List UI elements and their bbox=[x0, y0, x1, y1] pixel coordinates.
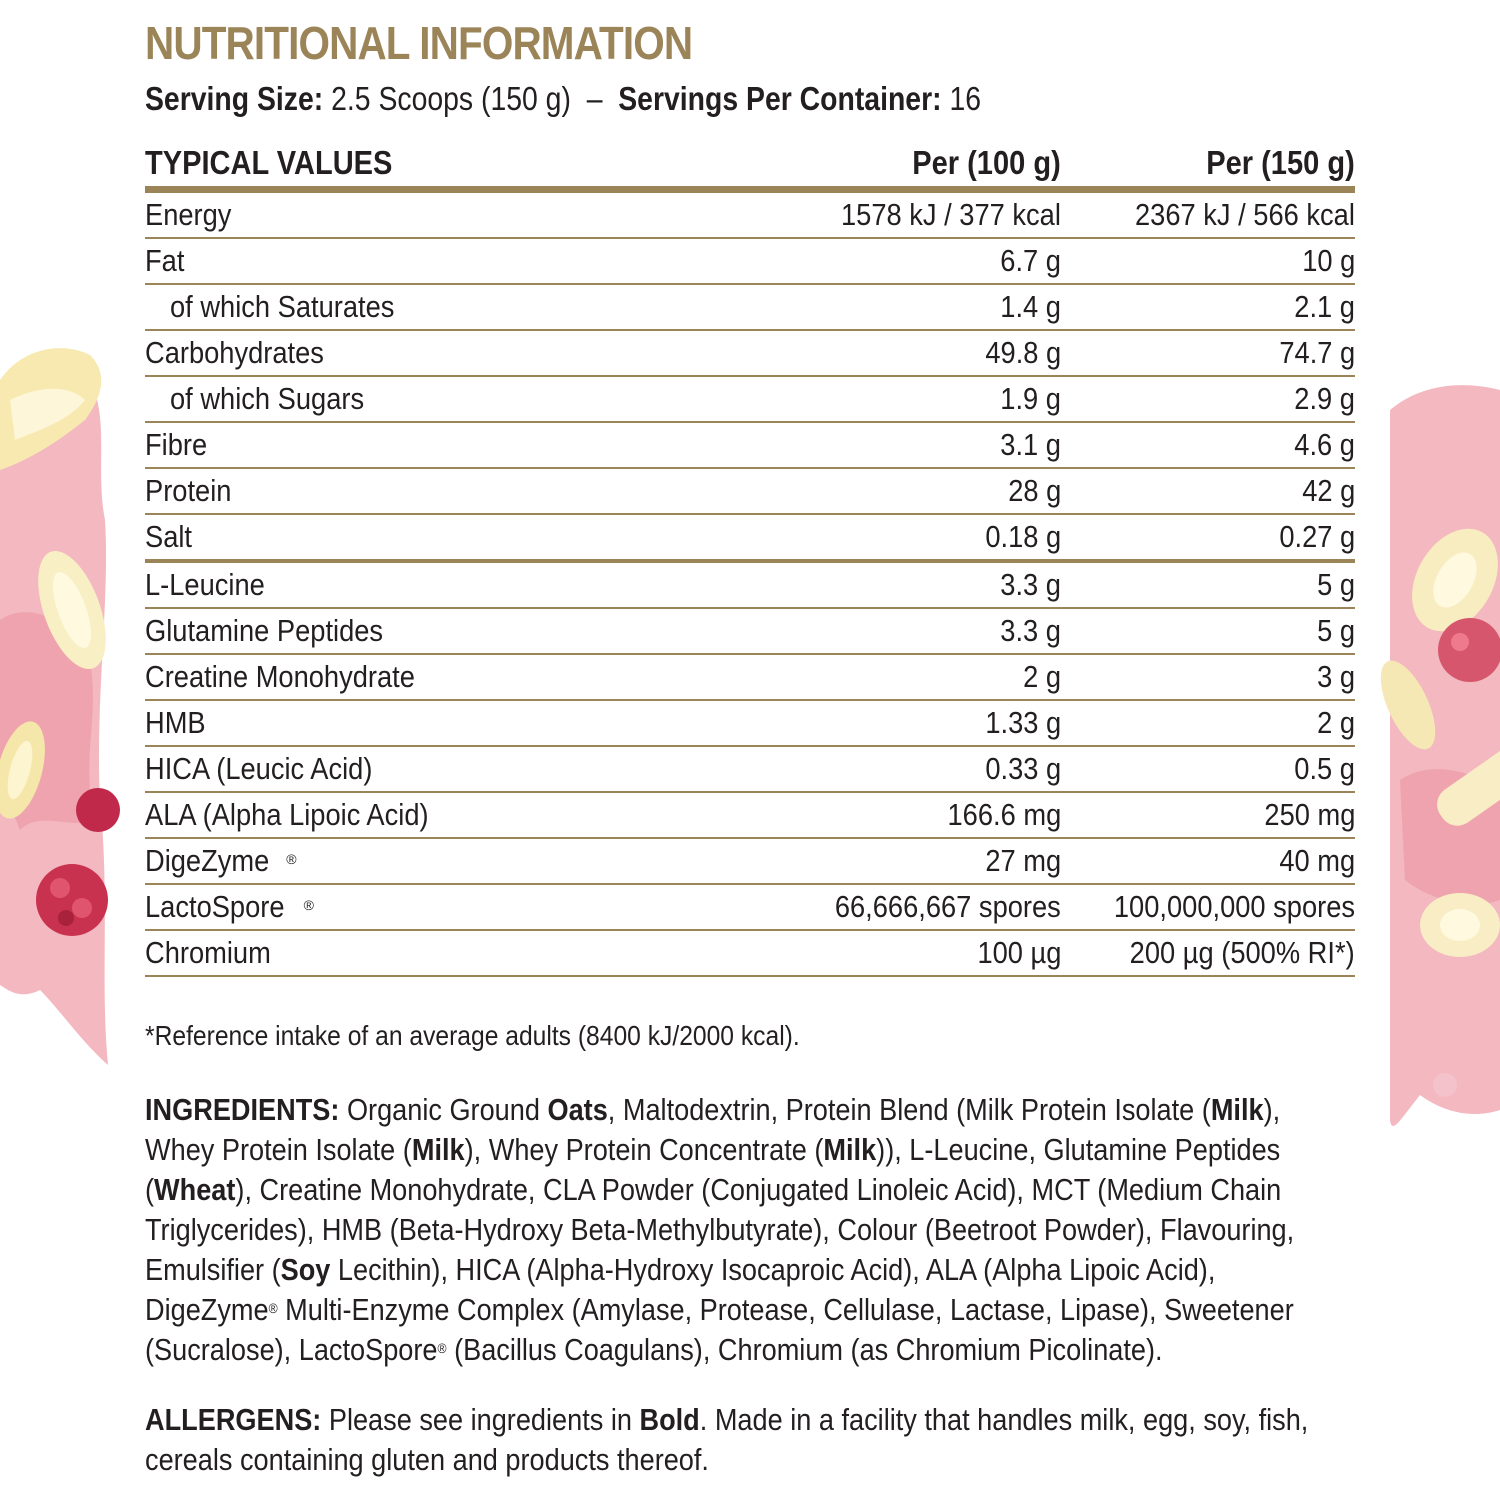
value-per-150g: 5 g bbox=[1061, 561, 1355, 608]
serving-info bbox=[145, 80, 981, 118]
nutrient-name: HICA (Leucic Acid) bbox=[145, 746, 795, 792]
value-per-100g: 0.33 g bbox=[795, 746, 1061, 792]
registered-mark: ® bbox=[286, 851, 297, 867]
header-per-150g: Per (150 g) bbox=[1061, 140, 1355, 190]
table-row bbox=[145, 468, 1355, 514]
value-per-100g: 2 g bbox=[795, 654, 1061, 700]
servings-per-container-label: Servings Per Container: bbox=[618, 80, 942, 117]
value-per-100g: 3.3 g bbox=[795, 608, 1061, 654]
table-row bbox=[145, 838, 1355, 884]
table-row bbox=[145, 930, 1355, 976]
value-per-150g: 40 mg bbox=[1061, 838, 1355, 884]
left-splash-decoration bbox=[0, 348, 120, 1065]
nutrient-name: Protein bbox=[145, 468, 795, 514]
value-per-100g: 49.8 g bbox=[795, 330, 1061, 376]
nutrient-name: of which Saturates bbox=[145, 284, 795, 330]
table-row bbox=[145, 746, 1355, 792]
header-typical-values: TYPICAL VALUES bbox=[145, 140, 795, 190]
value-per-100g: 27 mg bbox=[795, 838, 1061, 884]
value-per-100g: 166.6 mg bbox=[795, 792, 1061, 838]
value-per-100g: 100 µg bbox=[795, 930, 1061, 976]
value-per-100g: 1578 kJ / 377 kcal bbox=[795, 190, 1061, 239]
nutrient-name: L-Leucine bbox=[145, 561, 795, 608]
value-per-100g: 3.1 g bbox=[795, 422, 1061, 468]
nutrient-name: Creatine Monohydrate bbox=[145, 654, 795, 700]
registered-mark: ® bbox=[303, 897, 314, 913]
value-per-100g: 0.18 g bbox=[795, 514, 1061, 561]
value-per-100g: 1.9 g bbox=[795, 376, 1061, 422]
nutrient-name: LactoSpore ® bbox=[145, 884, 795, 930]
allergens-text: ALLERGENS: Please see ingredients in Bold. Made in a facility that handles milk, egg, soy, fish, cereals containing gluten and products thereof. bbox=[145, 1402, 1309, 1477]
table-header-row bbox=[145, 140, 1355, 190]
nutrient-name: Fat bbox=[145, 238, 795, 284]
nutrient-name: Glutamine Peptides bbox=[145, 608, 795, 654]
value-per-150g: 2.1 g bbox=[1061, 284, 1355, 330]
ingredients-text: INGREDIENTS: Organic Ground Oats, Maltodextrin, Protein Blend (Milk Protein Isolate (Milk), Whey Protein Isolate (Milk), Whey Protein Concentrate (Milk)), L-Leucine, Glutamine Peptides (Wheat), Creatine Monohydrate, CLA Powder (Conjugated Linoleic Acid), MCT (Medium Chain Triglycerides), HMB (Beta-Hydroxy Beta-Methylbutyrate), Colour (Beetroot Powder), Flavouring, Emulsifier (Soy Lecithin), HICA (Alpha-Hydroxy Isocaproic Acid), ALA (Alpha Lipoic Acid), DigeZyme® Multi-Enzyme Complex (Amylase, Protease, Cellulase, Lactase, Lipase), Sweetener (Sucralose), LactoSpore® (Bacillus Coagulans), Chromium (as Chromium Picolinate). bbox=[145, 1092, 1295, 1367]
table-row bbox=[145, 884, 1355, 930]
nutrient-name: Fibre bbox=[145, 422, 795, 468]
nutrient-name: Carbohydrates bbox=[145, 330, 795, 376]
table-row bbox=[145, 792, 1355, 838]
table-row bbox=[145, 700, 1355, 746]
value-per-150g: 5 g bbox=[1061, 608, 1355, 654]
table-row bbox=[145, 376, 1355, 422]
value-per-150g: 42 g bbox=[1061, 468, 1355, 514]
table-row bbox=[145, 190, 1355, 239]
nutrient-name: Chromium bbox=[145, 930, 795, 976]
serving-separator: – bbox=[586, 80, 603, 117]
nutrition-table bbox=[145, 140, 1355, 977]
nutrient-name: ALA (Alpha Lipoic Acid) bbox=[145, 792, 795, 838]
header-per-100g: Per (100 g) bbox=[795, 140, 1061, 190]
servings-per-container-value: 16 bbox=[949, 80, 982, 117]
table-row bbox=[145, 284, 1355, 330]
registered-mark: ® bbox=[437, 1340, 447, 1356]
value-per-150g: 10 g bbox=[1061, 238, 1355, 284]
table-row bbox=[145, 514, 1355, 561]
value-per-100g: 3.3 g bbox=[795, 561, 1061, 608]
table-row bbox=[145, 608, 1355, 654]
value-per-150g: 2 g bbox=[1061, 700, 1355, 746]
table-row bbox=[145, 330, 1355, 376]
value-per-150g: 100,000,000 spores bbox=[1061, 884, 1355, 930]
value-per-100g: 28 g bbox=[795, 468, 1061, 514]
registered-mark: ® bbox=[268, 1300, 278, 1316]
value-per-150g: 250 mg bbox=[1061, 792, 1355, 838]
page-title: NUTRITIONAL INFORMATION bbox=[145, 17, 693, 69]
value-per-100g: 1.4 g bbox=[795, 284, 1061, 330]
ingredients-label: INGREDIENTS: bbox=[145, 1092, 340, 1127]
table-row bbox=[145, 422, 1355, 468]
serving-size-value: 2.5 Scoops (150 g) bbox=[331, 80, 571, 117]
value-per-150g: 0.27 g bbox=[1061, 514, 1355, 561]
table-row bbox=[145, 654, 1355, 700]
value-per-150g: 0.5 g bbox=[1061, 746, 1355, 792]
value-per-150g: 2.9 g bbox=[1061, 376, 1355, 422]
nutrient-name: DigeZyme ® bbox=[145, 838, 795, 884]
reference-intake-footnote: *Reference intake of an average adults (8400 kJ/2000 kcal). bbox=[145, 1020, 800, 1051]
right-splash-decoration bbox=[1370, 385, 1500, 1126]
nutrient-name: Energy bbox=[145, 190, 795, 239]
table-row bbox=[145, 561, 1355, 608]
value-per-100g: 66,666,667 spores bbox=[795, 884, 1061, 930]
table-row bbox=[145, 238, 1355, 284]
allergens-label: ALLERGENS: bbox=[145, 1402, 322, 1437]
value-per-150g: 2367 kJ / 566 kcal bbox=[1061, 190, 1355, 239]
value-per-150g: 4.6 g bbox=[1061, 422, 1355, 468]
value-per-150g: 3 g bbox=[1061, 654, 1355, 700]
value-per-100g: 1.33 g bbox=[795, 700, 1061, 746]
serving-size-label: Serving Size: bbox=[145, 80, 324, 117]
nutrient-name: of which Sugars bbox=[145, 376, 795, 422]
value-per-100g: 6.7 g bbox=[795, 238, 1061, 284]
nutrient-name: HMB bbox=[145, 700, 795, 746]
value-per-150g: 74.7 g bbox=[1061, 330, 1355, 376]
nutrient-name: Salt bbox=[145, 514, 795, 561]
value-per-150g: 200 µg (500% RI*) bbox=[1061, 930, 1355, 976]
